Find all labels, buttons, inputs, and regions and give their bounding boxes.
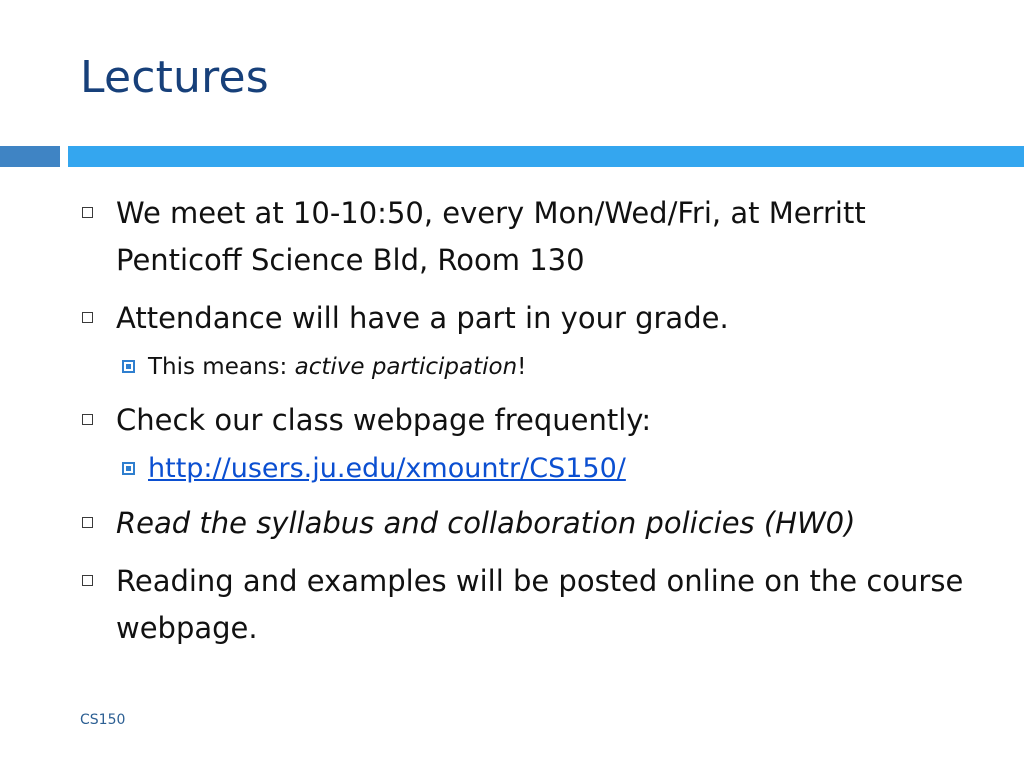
bullet-item bbox=[80, 190, 980, 284]
filled-square-bullet-icon bbox=[122, 360, 135, 373]
sub-bullet-suffix: ! bbox=[517, 354, 527, 380]
square-bullet-icon bbox=[82, 517, 93, 528]
bullet-text: Check our class webpage frequently: bbox=[116, 403, 652, 437]
course-webpage-link[interactable]: http://users.ju.edu/xmountr/CS150/ bbox=[148, 453, 626, 484]
slide-footer: CS150 bbox=[80, 712, 126, 728]
bullet-list bbox=[80, 190, 980, 663]
bullet-text: Reading and examples will be posted online on the course webpage. bbox=[116, 564, 964, 645]
bullet-item bbox=[80, 397, 980, 444]
title-rule-left bbox=[0, 146, 60, 167]
square-bullet-icon bbox=[82, 575, 93, 586]
sub-bullet-item bbox=[80, 451, 980, 488]
bullet-text: We meet at 10-10:50, every Mon/Wed/Fri, at Merritt Penticoff Science Bld, Room 130 bbox=[116, 196, 866, 277]
sub-bullet-prefix: This means: bbox=[148, 354, 295, 380]
bullet-text: Read the syllabus and collaboration policies (HW0) bbox=[116, 506, 856, 540]
square-bullet-icon bbox=[82, 207, 93, 218]
sub-bullet-emphasis: active participation bbox=[294, 354, 518, 380]
bullet-text: Attendance will have a part in your grade. bbox=[116, 301, 729, 335]
bullet-item bbox=[80, 295, 980, 342]
sub-bullet-item bbox=[80, 349, 980, 385]
filled-square-bullet-icon bbox=[122, 462, 135, 475]
bullet-item bbox=[80, 500, 980, 547]
slide-title: Lectures bbox=[80, 52, 269, 103]
title-rule-right bbox=[68, 146, 1024, 167]
square-bullet-icon bbox=[82, 312, 93, 323]
square-bullet-icon bbox=[82, 414, 93, 425]
bullet-item bbox=[80, 558, 980, 652]
